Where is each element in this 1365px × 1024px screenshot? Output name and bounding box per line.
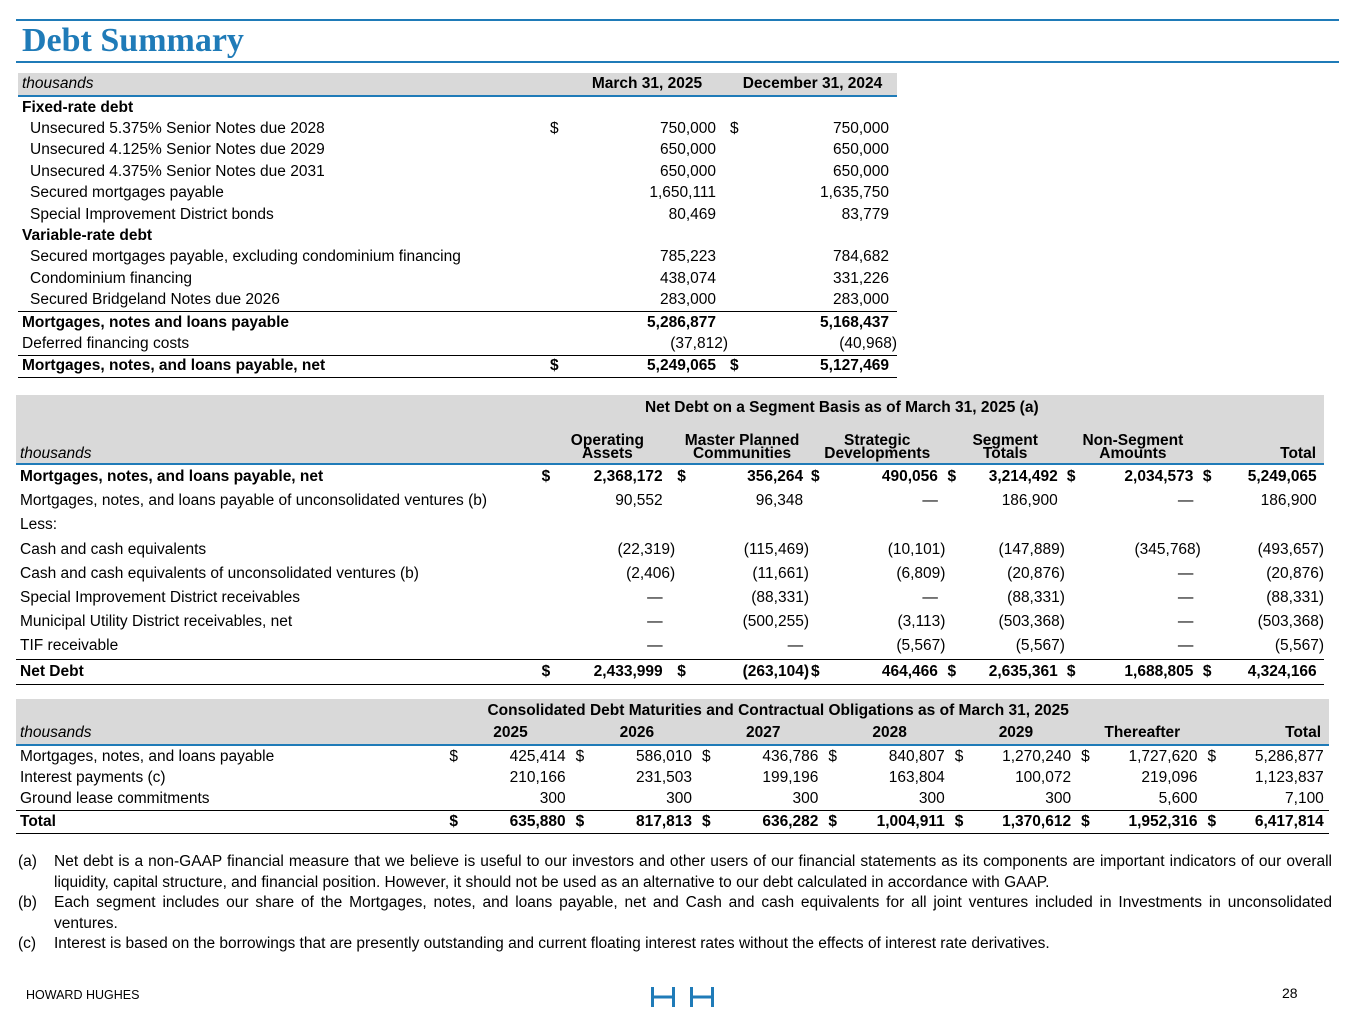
column-header: 2028 (826, 722, 952, 745)
cell-value: — (1177, 492, 1194, 510)
cell-value: 186,900 (1001, 492, 1058, 510)
title-bottom-rule (16, 61, 1339, 63)
row-label: Mortgages, notes, and loans payable (20, 747, 275, 765)
row-label: Secured mortgages payable (30, 184, 224, 202)
currency-symbol (728, 140, 746, 161)
cell-value: (5,567) (896, 637, 946, 655)
cell-value: 635,880 (465, 811, 565, 833)
net-debt-row (16, 562, 1324, 586)
cell-value: (20,876) (1266, 564, 1324, 582)
cell-value: 219,096 (1141, 769, 1198, 787)
page-title: Debt Summary (22, 22, 244, 59)
cell-value: 425,414 (509, 747, 566, 765)
column-header: Operating Assets (540, 420, 676, 464)
row-label: Less: (20, 516, 58, 534)
currency-symbol: $ (1207, 747, 1217, 765)
footnote-label: (a) (18, 853, 37, 870)
currency-symbol: $ (702, 747, 711, 765)
cell-value: 817,813 (592, 811, 692, 833)
debt-row (18, 247, 897, 268)
cell-value: 636,282 (718, 811, 818, 833)
column-header: 2027 (700, 722, 826, 745)
column-header: Thereafter (1079, 722, 1205, 745)
row-label: Mortgages, notes, and loans payable of unconsolidated ventures (b) (20, 492, 488, 510)
cell-value: — (647, 589, 663, 607)
footnote-text: Net debt is a non-GAAP financial measure that we believe is useful to our investors and other users of our financial statements as its components are important indicators of our overall liquidity, capital structure, and financial position. However, it should not be used as an alternative to our debt calculated in accordance with GAAP. (54, 853, 1332, 891)
column-header-dec-2024: December 31, 2024 (728, 73, 897, 96)
currency-symbol (728, 183, 746, 204)
cell-value: (493,657) (1257, 540, 1324, 558)
value-mar-2025: 80,469 (668, 205, 716, 223)
cell-value: 199,196 (762, 769, 819, 787)
value-dec-2024: 331,226 (832, 269, 889, 287)
currency-symbol: $ (675, 659, 691, 684)
maturities-table (16, 699, 1329, 834)
value-dec-2024: 83,779 (841, 205, 889, 223)
footnotes (18, 852, 1332, 955)
cell-value: 6,417,814 (1224, 811, 1324, 833)
cell-value: 840,807 (888, 747, 945, 765)
debt-row (18, 161, 897, 182)
cell-value: 2,635,361 (961, 659, 1058, 684)
debt-table-header (18, 73, 897, 96)
column-header: 2026 (574, 722, 700, 745)
column-header-mar-2025: March 31, 2025 (566, 73, 728, 96)
cell-value: (6,809) (896, 564, 946, 582)
deferred-costs-row: Deferred financing costs (37,812) (40,968) (22, 334, 897, 352)
cell-value: (3,113) (897, 613, 946, 631)
currency-symbol: $ (810, 468, 820, 486)
net-debt-row (16, 538, 1324, 562)
cell-value: (20,876) (1007, 564, 1065, 582)
currency-symbol: $ (449, 747, 458, 765)
cell-value: 1,004,911 (844, 811, 944, 833)
cell-value: 300 (918, 790, 945, 808)
currency-symbol: $ (947, 468, 957, 486)
row-label: Net Debt (16, 659, 540, 684)
cell-value: 2,034,573 (1124, 468, 1194, 486)
cell-value: — (922, 589, 938, 607)
currency-symbol: $ (700, 811, 718, 833)
cell-value (691, 513, 803, 537)
cell-value: 210,166 (509, 769, 566, 787)
currency-symbol: $ (1202, 468, 1212, 486)
debt-table (18, 73, 897, 378)
currency-symbol: $ (540, 659, 555, 684)
cell-value: — (647, 613, 663, 631)
cell-value: — (1177, 613, 1194, 631)
row-label: Total (16, 811, 447, 833)
cell-value: 96,348 (755, 492, 804, 510)
debt-row (18, 290, 897, 312)
cell-value: (88,331) (1266, 589, 1324, 607)
cell-value (1081, 513, 1194, 537)
cell-value: — (647, 637, 663, 655)
footnote-label: (c) (18, 935, 37, 952)
debt-row (18, 183, 897, 204)
row-label: Mortgages, notes, and loans payable, net (20, 468, 324, 486)
cell-value: (263,104) (691, 659, 809, 684)
cell-value: (10,101) (887, 540, 946, 558)
net-debt-row (16, 610, 1324, 634)
currency-symbol (548, 140, 566, 161)
cell-value: 1,688,805 (1081, 659, 1194, 684)
cell-value: 2,433,999 (555, 659, 663, 684)
cell-value: 464,466 (825, 659, 938, 684)
cell-value: (5,567) (1274, 637, 1324, 655)
cell-value: 5,249,065 (1247, 468, 1317, 486)
cell-value: 436,786 (762, 747, 819, 765)
cell-value: 163,804 (888, 769, 945, 787)
cell-value: 100,072 (1015, 769, 1072, 787)
column-header: Strategic Developments (809, 420, 945, 464)
column-header: Segment Totals (945, 420, 1064, 464)
cell-value: 586,010 (635, 747, 693, 765)
cell-value: — (1177, 589, 1194, 607)
cell-value: (345,768) (1134, 540, 1201, 558)
cell-value: 1,123,837 (1254, 769, 1324, 787)
currency-symbol (548, 183, 566, 204)
value-dec-2024: 750,000 (832, 120, 889, 138)
debt-row (18, 268, 897, 289)
cell-value (961, 513, 1058, 537)
debt-row (18, 140, 897, 161)
cell-value: 2,368,172 (593, 468, 663, 486)
cell-value: — (922, 492, 938, 510)
cell-value: (88,331) (1007, 589, 1065, 607)
maturities-column-headers (16, 722, 1329, 745)
currency-symbol: $ (1081, 747, 1090, 765)
column-header: Master Planned Communities (675, 420, 809, 464)
section-header: Fixed-rate debt (22, 98, 134, 116)
cell-value: — (1177, 637, 1194, 655)
value-mar-2025: 650,000 (659, 162, 716, 180)
currency-symbol: $ (826, 811, 844, 833)
cell-value (555, 513, 663, 537)
cell-value: 490,056 (881, 468, 938, 486)
net-debt-row (16, 634, 1324, 659)
currency-symbol (728, 204, 746, 225)
column-header: Total (1205, 722, 1329, 745)
currency-symbol: $ (730, 120, 739, 138)
column-header: 2029 (953, 722, 1079, 745)
row-label: Special Improvement District receivables (20, 589, 300, 607)
footnote (18, 852, 1332, 893)
net-debt-row (16, 489, 1324, 513)
row-label: TIF receivable (20, 637, 119, 655)
currency-symbol: $ (574, 811, 592, 833)
currency-symbol: $ (1201, 659, 1216, 684)
value-mar-2025: 1,650,111 (649, 184, 716, 202)
currency-symbol: $ (809, 659, 825, 684)
currency-symbol: $ (953, 811, 971, 833)
column-header: Non-Segment Amounts (1065, 420, 1201, 464)
cell-value: 1,727,620 (1128, 747, 1198, 765)
cell-value: (2,406) (626, 564, 676, 582)
cell-value: (500,255) (742, 613, 809, 631)
currency-symbol: $ (447, 811, 465, 833)
currency-symbol: $ (541, 468, 551, 486)
hh-logo-icon (650, 986, 716, 1013)
cell-value: 300 (666, 790, 693, 808)
row-label: Unsecured 4.125% Senior Notes due 2029 (30, 141, 325, 159)
footnote-label: (b) (18, 894, 37, 911)
cell-value: 356,264 (747, 468, 804, 486)
column-header: Total (1201, 420, 1324, 464)
cell-value: 300 (792, 790, 819, 808)
net-debt-table (16, 395, 1324, 685)
value-dec-2024: 650,000 (832, 141, 889, 159)
value-mar-2025: 650,000 (659, 141, 716, 159)
row-label: Municipal Utility District receivables, net (20, 613, 293, 631)
cell-value: (5,567) (1015, 637, 1065, 655)
cell-value: (503,368) (998, 613, 1065, 631)
row-label: Ground lease commitments (20, 790, 210, 808)
maturities-row (16, 767, 1329, 788)
value-dec-2024: 283,000 (832, 291, 889, 309)
value-mar-2025: 438,074 (659, 269, 716, 287)
cell-value: 7,100 (1285, 790, 1324, 808)
cell-value: 90,552 (615, 492, 663, 510)
cell-value: (11,661) (752, 564, 809, 582)
row-label: Interest payments (c) (20, 769, 166, 787)
value-mar-2025: 283,000 (659, 291, 716, 309)
debt-row (18, 204, 897, 225)
footer-brand: HOWARD HUGHES (26, 988, 140, 1002)
net-debt-row (16, 513, 1324, 537)
currency-symbol: $ (1205, 811, 1223, 833)
net-debt-title: Net Debt on a Segment Basis as of March 31, 2025 (a) (540, 395, 1324, 420)
subtotal-row: Mortgages, notes and loans payable 5,286,877 5,168,437 (18, 311, 897, 333)
currency-symbol: $ (550, 120, 559, 138)
cell-value (1216, 513, 1316, 537)
cell-value (825, 513, 938, 537)
row-label: Secured Bridgeland Notes due 2026 (30, 291, 280, 309)
row-label: Special Improvement District bonds (30, 205, 274, 223)
cell-value: 300 (539, 790, 566, 808)
cell-value: 3,214,492 (988, 468, 1058, 486)
row-label: Unsecured 5.375% Senior Notes due 2028 (30, 120, 325, 138)
currency-symbol: $ (677, 468, 686, 486)
cell-value: — (1177, 564, 1194, 582)
section-header: Variable-rate debt (22, 227, 153, 245)
row-label: Secured mortgages payable, excluding condominium financing (30, 248, 461, 266)
row-label: Unsecured 4.375% Senior Notes due 2031 (30, 162, 325, 180)
cell-value: 4,324,166 (1216, 659, 1316, 684)
currency-symbol (548, 161, 566, 182)
currency-symbol (548, 204, 566, 225)
cell-value: 1,270,240 (1002, 747, 1072, 765)
currency-symbol: $ (1079, 811, 1097, 833)
currency-symbol: $ (1066, 468, 1076, 486)
cell-value: (147,889) (998, 540, 1065, 558)
footnote-text: Interest is based on the borrowings that are presently outstanding and current floating interest rates without the effects of interest rate derivatives. (54, 935, 1050, 952)
footnote (18, 893, 1332, 934)
cell-value: — (787, 637, 804, 655)
currency-symbol: $ (575, 747, 585, 765)
cell-value: 1,370,612 (971, 811, 1071, 833)
net-total-row: Mortgages, notes, and loans payable, net $ 5,249,065 $ 5,127,469 (18, 355, 897, 377)
currency-symbol: $ (1065, 659, 1081, 684)
maturities-super-header (16, 699, 1329, 722)
cell-value: (115,469) (743, 540, 809, 558)
net-debt-row (16, 586, 1324, 610)
cell-value: (503,368) (1257, 613, 1324, 631)
units-label: thousands (18, 73, 548, 96)
cell-value: 1,952,316 (1097, 811, 1197, 833)
net-debt-total-row (16, 659, 1324, 684)
debt-row (18, 118, 897, 139)
units-label: thousands (16, 722, 447, 745)
row-label: Condominium financing (30, 269, 192, 287)
cell-value: 231,503 (635, 769, 693, 787)
units-label: thousands (16, 420, 540, 464)
net-debt-super-header (16, 395, 1324, 420)
footnote-text: Each segment includes our share of the Mortgages, notes, and loans payable, net and Cash and cash equivalents for all joint ventures included in Investments in unconsolidated ventures. (54, 894, 1332, 932)
value-mar-2025: 785,223 (659, 248, 716, 266)
cell-value: 300 (1045, 790, 1072, 808)
maturities-title: Consolidated Debt Maturities and Contractual Obligations as of March 31, 2025 (447, 699, 1329, 722)
net-debt-column-headers (16, 420, 1324, 464)
cell-value: (22,319) (617, 540, 676, 558)
column-header: 2025 (447, 722, 573, 745)
cell-value: (88,331) (751, 589, 809, 607)
currency-symbol: $ (828, 747, 838, 765)
value-mar-2025: 750,000 (659, 120, 716, 138)
value-dec-2024: 650,000 (832, 162, 889, 180)
cell-value: 5,600 (1158, 790, 1198, 808)
currency-symbol (728, 161, 746, 182)
maturities-total-row (16, 811, 1329, 833)
maturities-row (16, 789, 1329, 811)
cell-value: 5,286,877 (1254, 747, 1324, 765)
maturities-row (16, 745, 1329, 767)
footnote (18, 934, 1332, 955)
cell-value: 186,900 (1260, 492, 1317, 510)
net-debt-first-row (16, 464, 1324, 489)
value-dec-2024: 1,635,750 (820, 184, 889, 202)
currency-symbol: $ (954, 747, 964, 765)
row-label: Cash and cash equivalents of unconsolidated ventures (b) (20, 564, 419, 582)
page-number: 28 (1282, 985, 1298, 1001)
value-dec-2024: 784,682 (832, 248, 889, 266)
row-label: Cash and cash equivalents (20, 540, 207, 558)
currency-symbol: $ (945, 659, 960, 684)
